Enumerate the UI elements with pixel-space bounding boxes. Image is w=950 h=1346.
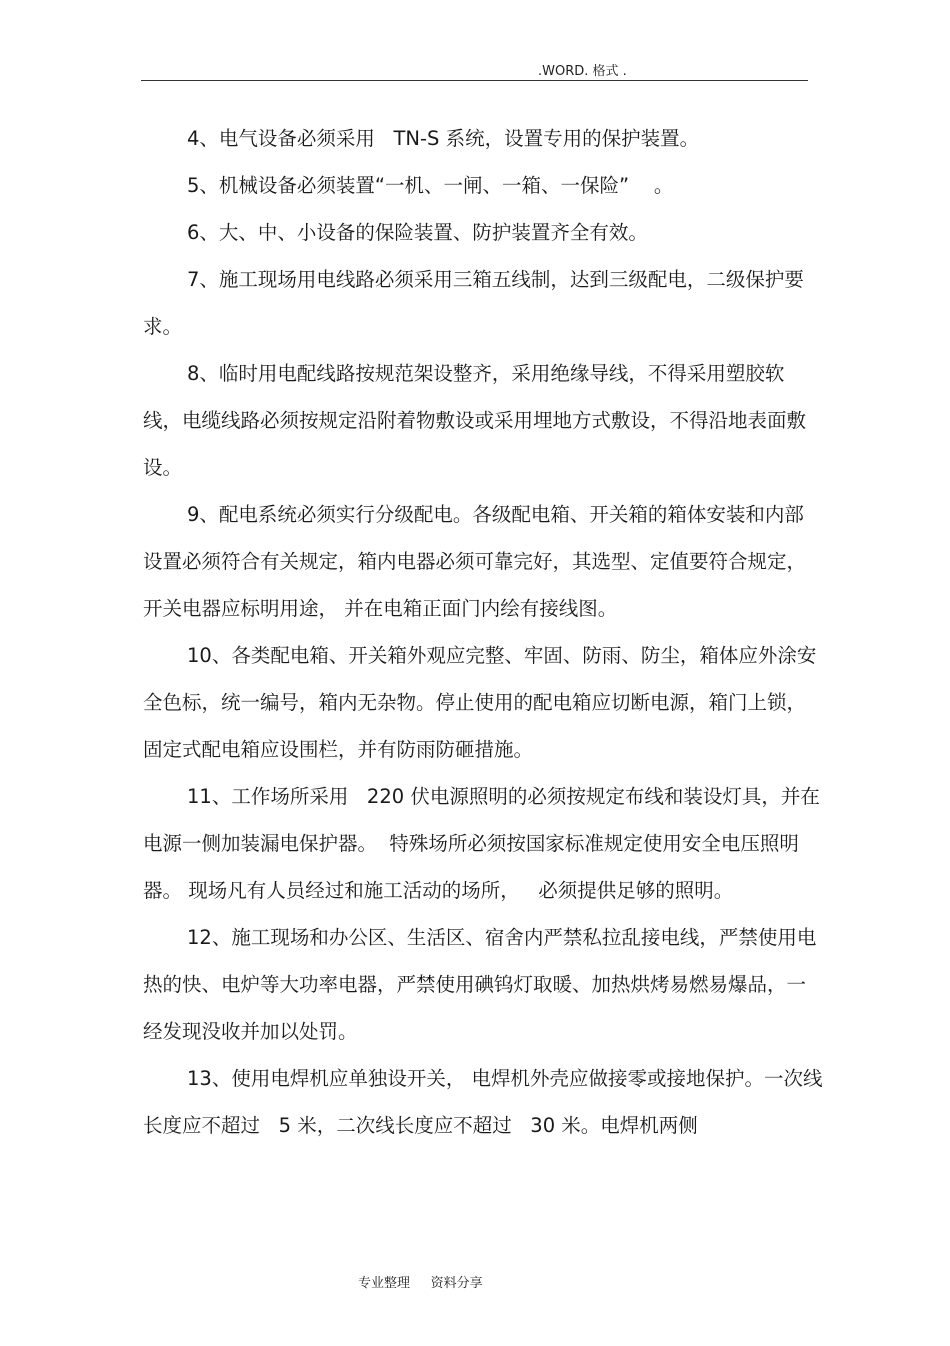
paragraph-10: 10、各类配电箱、开关箱外观应完整、牢固、防雨、防尘，箱体应外涂安全色标，统一编号，箱内无杂物。停止使用的配电箱应切断电源，箱门上锁，固定式配电箱应设围栏，并有防雨防砸措施。 <box>143 644 817 761</box>
paragraph-13: 13、使用电焊机应单独设开关， 电焊机外壳应做接零或接地保护。一次线长度应不超过 5 米，二次线长度应不超过 30 米。电焊机两侧 <box>143 1067 823 1137</box>
page-header: .WORD. 格式 . <box>538 64 627 79</box>
paragraph-11: 11、工作场所采用 220 伏电源照明的必须按规定布线和装设灯具，并在电源一侧加装漏电保护器。 特殊场所必须按国家标准规定使用安全电压照明器。 现场凡有人员经过和施工活动的场所， 必须提供足够的照明。 <box>143 785 820 902</box>
paragraph-9: 9、配电系统必须实行分级配电。各级配电箱、开关箱的箱体安装和内部设置必须符合有关规定，箱内电器必须可靠完好，其选型、定值要符合规定， 开关电器应标明用途， 并在电箱正面门内绘有接线图。 <box>143 503 813 620</box>
paragraph-5: 5、机械设备必须装置“一机、一闸、一箱、一保险” 。 <box>187 174 674 197</box>
paragraph-8: 8、临时用电配线路按规范架设整齐，采用绝缘导线，不得采用塑胶软线，电缆线路必须按规定沿附着物敷设或采用埋地方式敷设，不得沿地表面敷设。 <box>143 362 807 479</box>
header-rule <box>141 80 808 81</box>
paragraph-4: 4、电气设备必须采用 TN-S 系统，设置专用的保护装置。 <box>187 127 700 150</box>
paragraph-7: 7、施工现场用电线路必须采用三箱五线制，达到三级配电，二级保护要求。 <box>143 268 804 338</box>
paragraph-6: 6、大、中、小设备的保险装置、防护装置齐全有效。 <box>187 221 648 244</box>
paragraph-12: 12、施工现场和办公区、生活区、宿舍内严禁私拉乱接电线，严禁使用电热的快、电炉等大功率电器，严禁使用碘钨灯取暖、加热烘烤易燃易爆品，一经发现没收并加以处罚。 <box>143 926 817 1043</box>
document-body <box>143 115 823 1149</box>
page-footer: 专业整理 资料分享 <box>358 1276 483 1291</box>
